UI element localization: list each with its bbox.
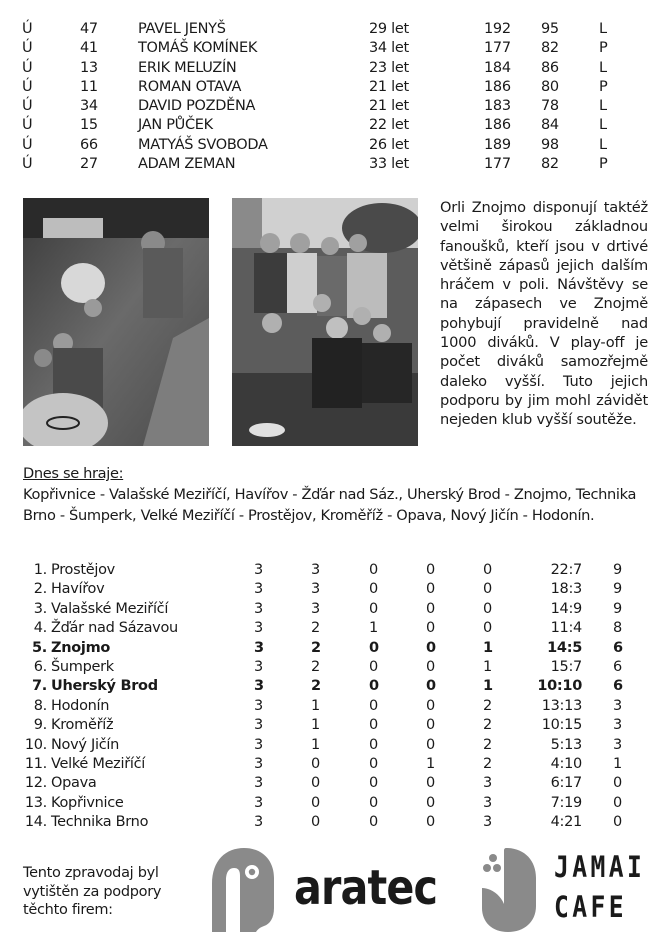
player-position: Ú	[22, 117, 33, 134]
player-height: 177	[484, 40, 511, 57]
player-roster	[0, 20, 672, 174]
ot-wins: 0	[369, 562, 378, 578]
ot-losses: 0	[426, 620, 435, 637]
wins: 3	[311, 600, 320, 617]
fans-paragraph: Orli Znojmo disponují taktéž velmi širokou základnou fanoušků, kteří jsou v drtivé většině zápasů jejich dalším hráčem v poli. Návštěvy se na zápasech ve Znojmě pohybují pravidelně nad 1000 diváků. V play-off je počet diváků samozřejmě daleko vyšší. Tuto jejich podporu by jim mohl závidět nejeden klub vyšší soutěže.	[440, 199, 648, 429]
tonight-games	[23, 463, 663, 526]
points: 8	[613, 620, 622, 637]
player-height: 183	[484, 98, 511, 115]
team-name: Kroměříž	[51, 717, 114, 734]
goal-score: 4:10	[550, 755, 582, 772]
player-position: Ú	[22, 156, 33, 173]
team-name: Hodonín	[51, 697, 110, 714]
roster-row	[0, 97, 672, 116]
team-rank: 2.	[33, 581, 47, 598]
team-rank: 7.	[32, 678, 47, 695]
wins: 2	[311, 678, 321, 695]
games-played: 3	[254, 736, 263, 753]
losses: 0	[483, 600, 492, 617]
points: 3	[613, 717, 622, 734]
player-position: Ú	[22, 78, 33, 95]
losses: 1	[483, 678, 493, 695]
ot-wins: 0	[369, 794, 378, 811]
player-age: 22 let	[369, 117, 409, 134]
player-hand: L	[599, 21, 607, 37]
team-name: Havířov	[51, 581, 105, 598]
sponsor-note-line: vytištěn za podpory	[23, 883, 162, 900]
player-name: MATYÁŠ SVOBODA	[138, 136, 268, 153]
player-age: 26 let	[369, 136, 409, 153]
games-played: 3	[254, 717, 263, 734]
ot-losses: 0	[426, 814, 435, 831]
player-hand: P	[599, 40, 608, 57]
player-number: 15	[80, 117, 98, 134]
player-name: DAVID POZDĚNA	[138, 98, 256, 115]
league-standings	[0, 561, 672, 832]
ot-wins: 0	[369, 755, 378, 772]
points: 3	[613, 697, 622, 714]
standings-row	[0, 600, 672, 619]
team-name: Opava	[51, 775, 97, 792]
player-hand: L	[599, 98, 607, 115]
player-position: Ú	[22, 98, 33, 115]
player-weight: 98	[541, 136, 559, 153]
team-name: Šumperk	[51, 658, 114, 675]
points: 0	[613, 794, 622, 811]
games-played: 3	[254, 639, 264, 656]
games-played: 3	[254, 658, 263, 675]
games-heading: Dnes se hraje:	[23, 465, 124, 482]
standings-row	[0, 697, 672, 716]
ot-wins: 1	[369, 620, 378, 637]
games-played: 3	[254, 755, 263, 772]
losses: 1	[483, 658, 492, 675]
player-number: 13	[80, 59, 98, 76]
team-rank: 4.	[33, 620, 47, 637]
team-name: Žďár nad Sázavou	[51, 620, 178, 637]
wins: 0	[311, 814, 320, 831]
fans-photo-group	[232, 198, 418, 446]
sponsor-note-line: Tento zpravodaj byl	[23, 865, 159, 881]
games-played: 3	[254, 794, 263, 811]
player-name: ADAM ZEMAN	[138, 156, 236, 173]
jamai-cafe-logo	[480, 846, 660, 932]
player-name: PAVEL JENYŠ	[138, 21, 226, 37]
standings-row	[0, 813, 672, 832]
player-weight: 84	[541, 117, 559, 134]
games-played: 3	[254, 678, 264, 695]
player-number: 66	[80, 136, 98, 153]
player-age: 29 let	[369, 21, 409, 37]
ot-losses: 0	[426, 678, 436, 695]
ot-losses: 0	[426, 697, 435, 714]
player-number: 11	[80, 78, 98, 95]
games-list: Kopřivnice - Valašské Meziříčí, Havířov - Žďár nad Sáz., Uherský Brod - Znojmo, Technika Brno - Šumperk, Velké Meziříčí - Prostějov, Kroměříž - Opava, Nový Jičín - Hodonín.	[23, 486, 637, 524]
team-name: Valašské Meziříčí	[51, 600, 169, 617]
wins: 1	[311, 736, 320, 753]
player-weight: 86	[541, 59, 559, 76]
sponsor-note	[23, 864, 161, 920]
games-played: 3	[254, 620, 263, 637]
ot-losses: 0	[426, 658, 435, 675]
player-name: ERIK MELUZÍN	[138, 59, 237, 76]
team-name: Kopřivnice	[51, 794, 124, 811]
goal-score: 15:7	[550, 658, 582, 675]
team-rank: 5.	[32, 639, 47, 656]
team-rank: 11.	[24, 755, 47, 772]
ot-wins: 0	[369, 658, 378, 675]
ot-wins: 0	[369, 814, 378, 831]
standings-row	[0, 619, 672, 638]
sponsor-note-line: těchto firem:	[23, 902, 113, 918]
points: 9	[613, 581, 622, 598]
player-number: 41	[80, 40, 98, 57]
points: 6	[613, 639, 623, 656]
team-rank: 10.	[24, 736, 47, 753]
standings-row	[0, 580, 672, 599]
player-height: 184	[484, 59, 511, 76]
goal-score: 10:10	[537, 678, 582, 695]
ot-losses: 0	[426, 600, 435, 617]
ot-wins: 0	[369, 678, 379, 695]
losses: 2	[483, 697, 492, 714]
goal-score: 18:3	[550, 581, 582, 598]
ot-losses: 0	[426, 775, 435, 792]
losses: 0	[483, 562, 492, 578]
losses: 3	[483, 775, 492, 792]
player-age: 21 let	[369, 98, 409, 115]
wins: 1	[311, 697, 320, 714]
goal-score: 7:19	[550, 794, 582, 811]
losses: 3	[483, 814, 492, 831]
wins: 3	[311, 562, 320, 578]
player-weight: 82	[541, 40, 559, 57]
points: 0	[613, 775, 622, 792]
roster-row	[0, 20, 672, 39]
roster-row	[0, 39, 672, 58]
player-position: Ú	[22, 21, 33, 37]
roster-row	[0, 59, 672, 78]
goal-score: 22:7	[550, 562, 582, 578]
roster-row	[0, 116, 672, 135]
player-age: 34 let	[369, 40, 409, 57]
team-name: Velké Meziříčí	[51, 755, 146, 772]
losses: 3	[483, 794, 492, 811]
team-name: Technika Brno	[51, 814, 149, 831]
wins: 3	[311, 581, 320, 598]
roster-row	[0, 136, 672, 155]
team-rank: 3.	[33, 600, 47, 617]
player-name: JAN PŮČEK	[138, 117, 213, 134]
aratec-a-logo-icon	[212, 846, 278, 932]
games-played: 3	[254, 581, 263, 598]
player-height: 177	[484, 156, 511, 173]
wins: 2	[311, 639, 321, 656]
ot-losses: 0	[426, 736, 435, 753]
ot-wins: 0	[369, 717, 378, 734]
standings-row	[0, 755, 672, 774]
standings-row	[0, 716, 672, 735]
player-age: 33 let	[369, 156, 409, 173]
standings-row	[0, 774, 672, 793]
ot-wins: 0	[369, 581, 378, 598]
player-position: Ú	[22, 40, 33, 57]
player-weight: 78	[541, 98, 559, 115]
player-number: 27	[80, 156, 98, 173]
player-weight: 82	[541, 156, 559, 173]
goal-score: 11:4	[550, 620, 582, 637]
wins: 0	[311, 755, 320, 772]
player-hand: P	[599, 78, 608, 95]
standings-row	[0, 639, 672, 658]
player-number: 47	[80, 21, 98, 37]
points: 9	[613, 562, 622, 578]
player-name: TOMÁŠ KOMÍNEK	[138, 40, 258, 57]
losses: 2	[483, 736, 492, 753]
games-played: 3	[254, 697, 263, 714]
player-weight: 80	[541, 78, 559, 95]
team-name: Znojmo	[51, 639, 111, 656]
goal-score: 14:5	[547, 639, 582, 656]
standings-row	[0, 794, 672, 813]
losses: 2	[483, 717, 492, 734]
losses: 1	[483, 639, 493, 656]
standings-row	[0, 736, 672, 755]
games-played: 3	[254, 814, 263, 831]
ot-losses: 0	[426, 717, 435, 734]
team-rank: 8.	[33, 697, 47, 714]
jamai-wordmark-line2: CAFE	[554, 890, 627, 924]
jamai-wordmark-line1: JAMAI	[554, 850, 646, 884]
goal-score: 5:13	[550, 736, 582, 753]
team-name: Nový Jičín	[51, 736, 119, 753]
player-position: Ú	[22, 136, 33, 153]
player-age: 21 let	[369, 78, 409, 95]
player-height: 186	[484, 78, 511, 95]
ot-losses: 0	[426, 639, 436, 656]
points: 0	[613, 814, 622, 831]
games-played: 3	[254, 600, 263, 617]
player-height: 192	[484, 21, 511, 37]
goal-score: 14:9	[550, 600, 582, 617]
losses: 0	[483, 581, 492, 598]
goal-score: 6:17	[550, 775, 582, 792]
points: 1	[613, 755, 622, 772]
team-rank: 13.	[24, 794, 47, 811]
ot-losses: 0	[426, 562, 435, 578]
standings-row	[0, 677, 672, 696]
ot-wins: 0	[369, 775, 378, 792]
ot-wins: 0	[369, 600, 378, 617]
ot-wins: 0	[369, 736, 378, 753]
wins: 0	[311, 775, 320, 792]
player-name: ROMAN OTAVA	[138, 78, 242, 95]
team-rank: 6.	[33, 658, 47, 675]
roster-row	[0, 155, 672, 174]
player-hand: L	[599, 117, 607, 134]
points: 9	[613, 600, 622, 617]
player-weight: 95	[541, 21, 559, 37]
goal-score: 10:15	[541, 717, 582, 734]
ot-losses: 1	[426, 755, 435, 772]
photo-image	[23, 198, 209, 446]
player-number: 34	[80, 98, 98, 115]
ot-losses: 0	[426, 794, 435, 811]
player-age: 23 let	[369, 59, 409, 76]
team-name: Uherský Brod	[51, 678, 158, 695]
wins: 2	[311, 658, 320, 675]
points: 6	[613, 678, 623, 695]
team-name: Prostějov	[51, 562, 115, 578]
wins: 1	[311, 717, 320, 734]
jamai-j-logo-icon	[480, 846, 538, 932]
team-rank: 1.	[33, 562, 47, 578]
wins: 0	[311, 794, 320, 811]
games-played: 3	[254, 562, 263, 578]
player-position: Ú	[22, 59, 33, 76]
losses: 0	[483, 620, 492, 637]
games-played: 3	[254, 775, 263, 792]
standings-row	[0, 561, 672, 580]
standings-row	[0, 658, 672, 677]
goal-score: 4:21	[550, 814, 582, 831]
aratec-logo	[212, 846, 444, 932]
photo-image	[232, 198, 418, 446]
fans-photo-mascot	[23, 198, 209, 446]
aratec-wordmark: aratec	[294, 860, 438, 916]
wins: 2	[311, 620, 320, 637]
team-rank: 9.	[33, 717, 47, 734]
roster-row	[0, 78, 672, 97]
losses: 2	[483, 755, 492, 772]
player-hand: L	[599, 136, 607, 153]
ot-losses: 0	[426, 581, 435, 598]
player-height: 186	[484, 117, 511, 134]
player-hand: P	[599, 156, 608, 173]
points: 3	[613, 736, 622, 753]
ot-wins: 0	[369, 639, 379, 656]
team-rank: 12.	[24, 775, 47, 792]
points: 6	[613, 658, 622, 675]
team-rank: 14.	[24, 814, 47, 831]
player-hand: L	[599, 59, 607, 76]
ot-wins: 0	[369, 697, 378, 714]
player-height: 189	[484, 136, 511, 153]
goal-score: 13:13	[541, 697, 582, 714]
